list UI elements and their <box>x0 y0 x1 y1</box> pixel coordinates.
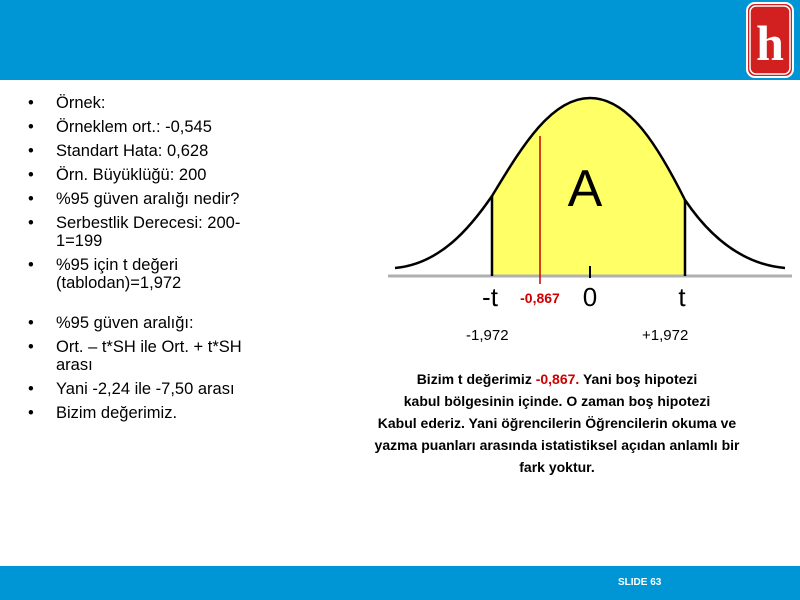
bullet-item: • Ort. – t*SH ile Ort. + t*SH arası <box>24 338 264 374</box>
conclusion-line-2: kabul bölgesinin içinde. O zaman boş hipotezi <box>403 393 711 409</box>
bullet-item: • Örnek: <box>24 94 264 112</box>
neg-t-label: -t <box>482 282 498 312</box>
conclusion-line-1 <box>322 368 792 390</box>
marker-value-label: -0,867 <box>520 290 560 306</box>
footer-bar <box>0 566 800 600</box>
conclusion-line-5: fark yoktur. <box>519 459 595 475</box>
pos-t-value: +1,972 <box>642 327 689 344</box>
bullet-item: • Serbestlik Derecesi: 200-1=199 <box>24 214 264 250</box>
conclusion-prefix: Bizim t değerimiz <box>416 371 536 387</box>
conclusion-t-value: -0,867. <box>535 371 580 387</box>
bullet-item: • %95 için t değeri (tablodan)=1,972 <box>24 256 264 292</box>
logo-letter: h <box>756 15 784 71</box>
bullet-item: • Standart Hata: 0,628 <box>24 142 264 160</box>
area-label: A <box>567 160 603 218</box>
bullet-list <box>24 94 264 428</box>
bullet-item: • %95 güven aralığı nedir? <box>24 190 264 208</box>
conclusion-line-3: Kabul ederiz. Yani öğrencilerin Öğrencilerin okuma ve <box>377 415 737 431</box>
conclusion-line-4: yazma puanları arasında istatistiksel açıdan anlamlı bir <box>374 437 740 453</box>
bullet-item: • Örneklem ort.: -0,545 <box>24 118 264 136</box>
neg-t-value: -1,972 <box>466 327 509 344</box>
conclusion-text <box>322 368 792 478</box>
bullet-item: • Örn. Büyüklüğü: 200 <box>24 166 264 184</box>
bullet-item: • %95 güven aralığı: <box>24 314 264 332</box>
header-bar <box>0 0 800 80</box>
normal-distribution-diagram <box>380 88 800 318</box>
zero-label: 0 <box>582 282 598 312</box>
conclusion-suffix: Yani boş hipotezi <box>579 371 698 387</box>
bullet-item: • Bizim değerimiz. <box>24 404 264 422</box>
university-logo <box>746 2 794 78</box>
bullet-item: • Yani -2,24 ile -7,50 arası <box>24 380 264 398</box>
slide-number: SLIDE 63 <box>618 577 662 588</box>
t-label: t <box>678 282 686 312</box>
